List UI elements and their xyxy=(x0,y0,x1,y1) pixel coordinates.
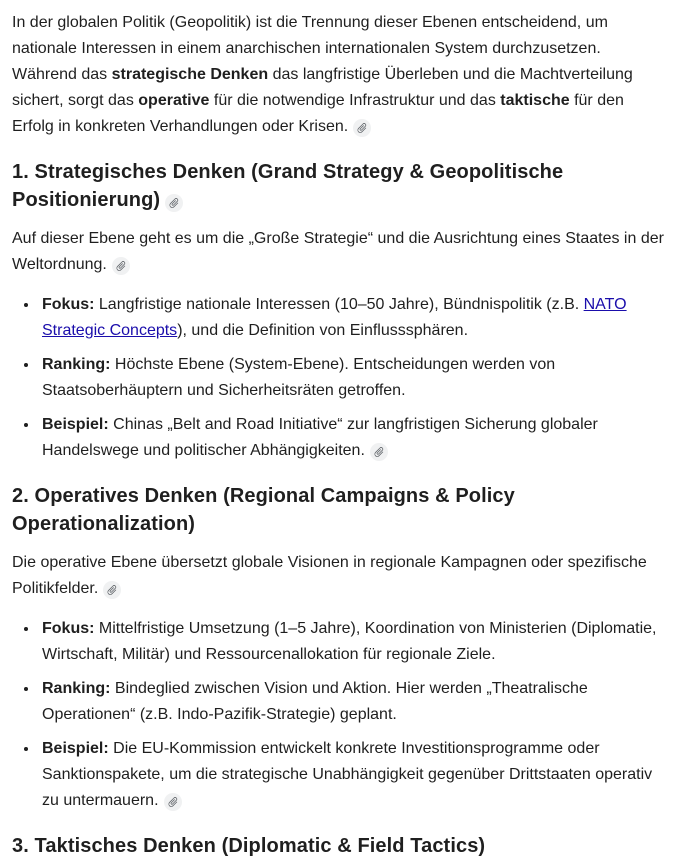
section-2-lead xyxy=(12,550,670,602)
bullet-label: Ranking: xyxy=(42,356,111,373)
paperclip-icon xyxy=(168,197,180,209)
intro-text: das langfristige Überleben und die Machtverteilung sichert, sorgt das xyxy=(12,66,633,109)
section-1-lead-text: Auf dieser Ebene geht es um die „Große Strategie“ und die Ausrichtung eines Staates in der Weltordnung. xyxy=(12,230,664,273)
citation-chip[interactable] xyxy=(165,194,183,212)
section-2-bullet-list xyxy=(12,616,670,814)
citation-chip[interactable] xyxy=(112,257,130,275)
paperclip-icon xyxy=(106,584,118,596)
bullet-text: Die EU-Kommission entwickelt konkrete Investitionsprogramme oder Sanktionspakete, um die strategische Unabhängigkeit gegenüber Drittstaaten operativ zu untermauern. xyxy=(42,740,653,809)
bullet-text: ), und die Definition von Einflusssphären. xyxy=(177,322,469,339)
bullet-label: Fokus: xyxy=(42,296,95,313)
section-heading-3-text: 3. Taktisches Denken (Diplomatic & Field Tactics) xyxy=(12,835,486,857)
bullet-text: Chinas „Belt and Road Initiative“ zur langfristigen Sicherung globaler Handelswege und politischer Abhängigkeiten. xyxy=(42,416,598,459)
intro-text: In der globalen Politik (Geopolitik) ist die Trennung dieser Ebenen entscheidend, um nationale Interessen in einem anarchischen internationalen System durchzusetzen. Während das xyxy=(12,14,608,83)
citation-chip[interactable] xyxy=(103,581,121,599)
citation-chip[interactable] xyxy=(370,443,388,461)
list-item xyxy=(39,412,670,464)
section-heading-3 xyxy=(12,832,670,860)
citation-chip[interactable] xyxy=(164,793,182,811)
section-heading-2 xyxy=(12,482,670,538)
paperclip-icon xyxy=(115,260,127,272)
section-1-lead xyxy=(12,226,670,278)
list-item xyxy=(39,292,670,344)
bullet-text: Mittelfristige Umsetzung (1–5 Jahre), Koordination von Ministerien (Diplomatie, Wirtschaft, Militär) und Ressourcenallokation für regionale Ziele. xyxy=(42,620,657,663)
section-heading-1-text: 1. Strategisches Denken (Grand Strategy & Geopolitische Positionierung) xyxy=(12,161,564,211)
bullet-label: Beispiel: xyxy=(42,416,109,433)
intro-paragraph xyxy=(12,10,670,140)
intro-text: für den Erfolg in konkreten Verhandlungen oder Krisen. xyxy=(12,92,624,135)
bold-text-operative: operative xyxy=(138,92,210,109)
list-item xyxy=(39,616,670,668)
bullet-text: Höchste Ebene (System-Ebene). Entscheidungen werden von Staatsoberhäuptern und Sicherheitsräten getroffen. xyxy=(42,356,556,399)
paperclip-icon xyxy=(373,446,385,458)
bold-text-strategisches-denken: strategische Denken xyxy=(111,66,269,83)
section-2-lead-text: Die operative Ebene übersetzt globale Visionen in regionale Kampagnen oder spezifische Politikfelder. xyxy=(12,554,647,597)
section-1-bullet-list xyxy=(12,292,670,464)
nato-strategic-concepts-link[interactable]: NATO Strategic Concepts xyxy=(42,296,627,339)
bullet-label: Fokus: xyxy=(42,620,95,637)
list-item xyxy=(39,352,670,404)
bullet-label: Ranking: xyxy=(42,680,111,697)
bullet-text: Bindeglied zwischen Vision und Aktion. Hier werden „Theatralische Operationen“ (z.B. Indo-Pazifik-Strategie) geplant. xyxy=(42,680,588,723)
list-item xyxy=(39,736,670,814)
paperclip-icon xyxy=(167,796,179,808)
list-item xyxy=(39,676,670,728)
citation-chip[interactable] xyxy=(353,119,371,137)
bullet-label: Beispiel: xyxy=(42,740,109,757)
section-heading-2-text: 2. Operatives Denken (Regional Campaigns & Policy Operationalization) xyxy=(12,485,515,535)
paperclip-icon xyxy=(356,122,368,134)
bold-text-taktische: taktische xyxy=(500,92,570,109)
intro-text: für die notwendige Infrastruktur und das xyxy=(209,92,501,109)
bullet-text: Langfristige nationale Interessen (10–50 Jahre), Bündnispolitik (z.B. xyxy=(94,296,584,313)
section-heading-1 xyxy=(12,158,670,214)
